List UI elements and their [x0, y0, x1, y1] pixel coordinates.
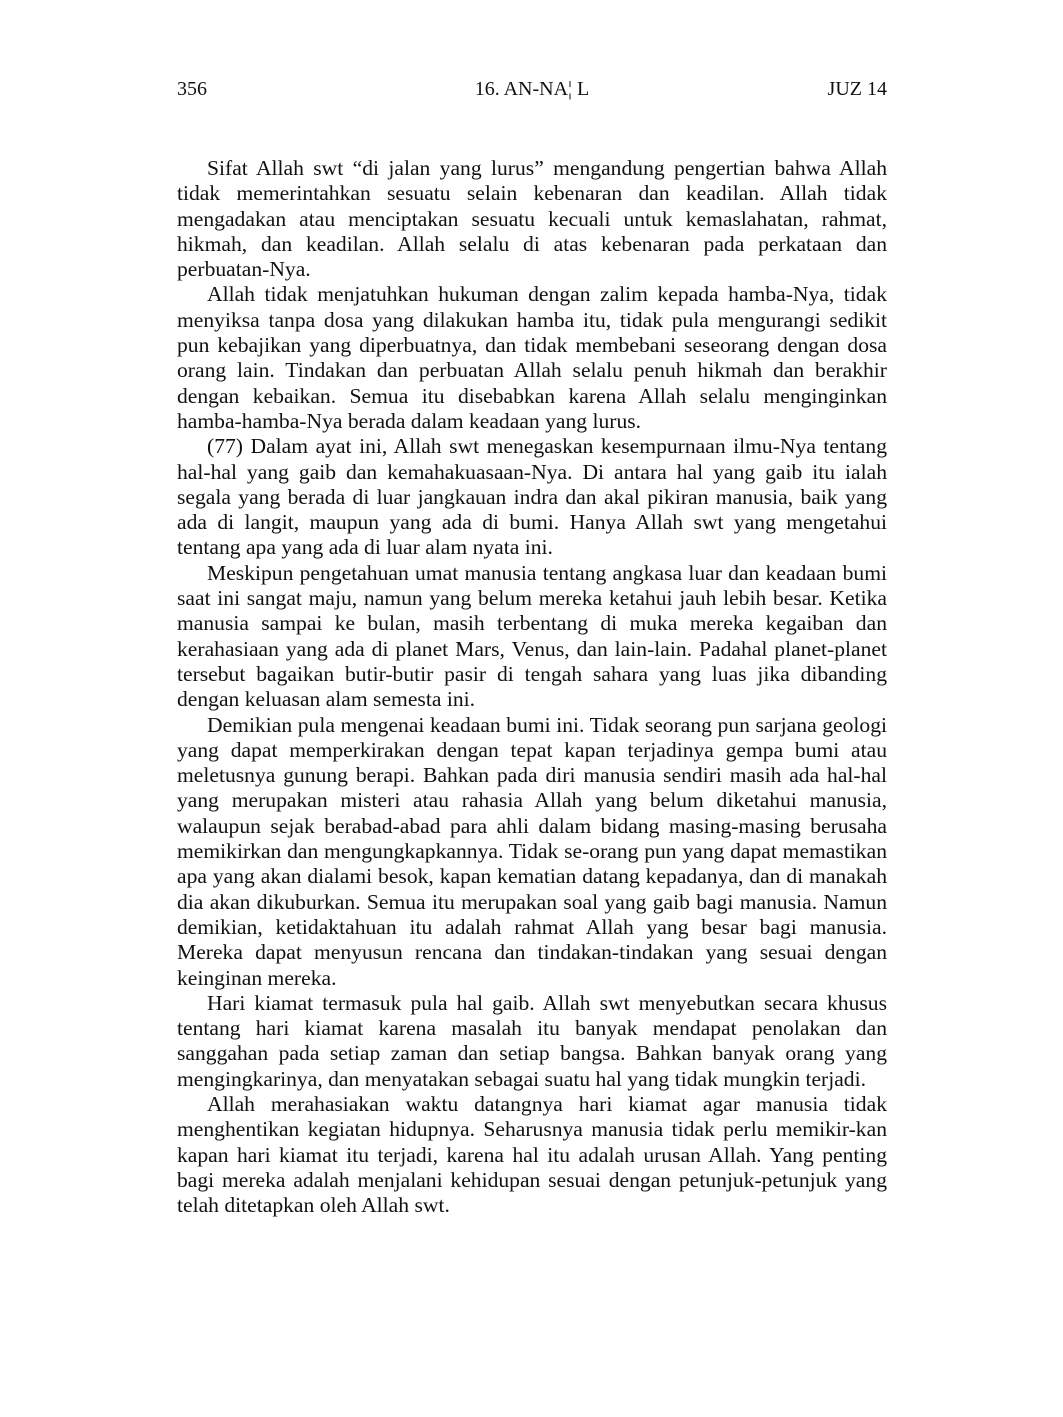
page-number: 356 — [177, 78, 207, 100]
paragraph: Sifat Allah swt “di jalan yang lurus” mengandung pengertian bahwa Allah tidak memerintahkan sesuatu selain kebenaran dan keadilan. Allah tidak mengadakan atau menciptakan sesuatu kecuali untuk kemaslahatan, rahmat, hikmah, dan keadilan. Allah selalu di atas kebenaran pada perkataan dan perbuatan-Nya. — [177, 156, 887, 282]
chapter-title: 16. AN-NA¦ L — [474, 78, 590, 100]
paragraph: Allah tidak menjatuhkan hukuman dengan zalim kepada hamba-Nya, tidak menyiksa tanpa dosa yang dilakukan hamba itu, tidak pula mengurangi sedikit pun kebajikan yang diperbuatnya, dan tidak membebani seseorang dengan dosa orang lain. Tindakan dan perbuatan Allah selalu penuh hikmah dan berakhir dengan kebaikan. Semua itu disebabkan karena Allah selalu menginginkan hamba-hamba-Nya berada dalam keadaan yang lurus. — [177, 282, 887, 433]
body-text — [177, 156, 887, 1218]
paragraph: Meskipun pengetahuan umat manusia tentang angkasa luar dan keadaan bumi saat ini sangat maju, namun yang belum mereka ketahui jauh lebih besar. Ketika manusia sampai ke bulan, masih terbentang di muka mereka kegaiban dan kerahasiaan yang ada di planet Mars, Venus, dan lain-lain. Padahal planet-planet tersebut bagaikan butir-butir pasir di tengah sahara yang luas jika dibanding dengan keluasan alam semesta ini. — [177, 560, 887, 712]
paragraph: (77) Dalam ayat ini, Allah swt menegaskan kesempurnaan ilmu-Nya tentang hal-hal yang gaib dan kemahakuasaan-Nya. Di antara hal yang gaib itu ialah segala yang berada di luar jangkauan indra dan akal pikiran manusia, baik yang ada di langit, maupun yang ada di bumi. Hanya Allah swt yang mengetahui tentang apa yang ada di luar alam nyata ini. — [177, 434, 887, 560]
book-page — [177, 0, 887, 1417]
paragraph: Hari kiamat termasuk pula hal gaib. Allah swt menyebutkan secara khusus tentang hari kiamat karena masalah itu banyak mendapat penolakan dan sanggahan pada setiap zaman dan setiap bangsa. Bahkan banyak orang yang mengingkarinya, dan menyatakan sebagai suatu hal yang tidak mungkin terjadi. — [177, 990, 887, 1091]
running-header — [177, 74, 887, 104]
paragraph: Demikian pula mengenai keadaan bumi ini. Tidak seorang pun sarjana geologi yang dapat memperkirakan dengan tepat kapan terjadinya gempa bumi atau meletusnya gunung berapi. Bahkan pada diri manusia sendiri masih ada hal-hal yang merupakan misteri atau rahasia Allah yang belum diketahui manusia, walaupun sejak berabad-abad para ahli dalam bidang masing-masing berusaha memikirkan dan mengungkapkannya. Tidak se-orang pun yang dapat memastikan apa yang akan dialami besok, kapan kematian datang kepadanya, dan di manakah dia akan dikuburkan. Semua itu merupakan soal yang gaib bagi manusia. Namun demikian, ketidaktahuan itu adalah rahmat Allah yang besar bagi manusia. Mereka dapat menyusun rencana dan tindakan-tindakan yang sesuai dengan keinginan mereka. — [177, 712, 887, 990]
juz-label: JUZ 14 — [827, 78, 887, 100]
paragraph: Allah merahasiakan waktu datangnya hari kiamat agar manusia tidak menghentikan kegiatan hidupnya. Seharusnya manusia tidak perlu memikir-kan kapan hari kiamat itu terjadi, karena hal itu adalah urusan Allah. Yang penting bagi mereka adalah menjalani kehidupan sesuai dengan petunjuk-petunjuk yang telah ditetapkan oleh Allah swt. — [177, 1091, 887, 1218]
